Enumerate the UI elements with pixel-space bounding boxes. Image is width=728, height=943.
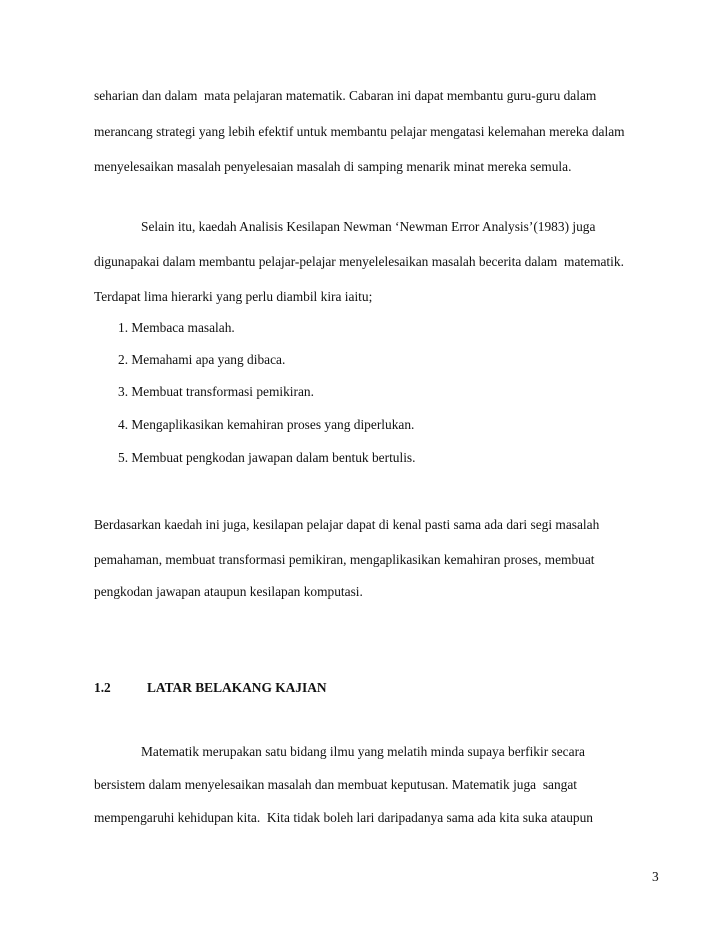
paragraph-1-line-1: seharian dan dalam mata pelajaran matematik. Cabaran ini dapat membantu guru-guru dalam	[94, 88, 597, 103]
paragraph-2-line-3: Terdapat lima hierarki yang perlu diambil kira iaitu;	[94, 289, 373, 304]
paragraph-1-line-2: merancang strategi yang lebih efektif untuk membantu pelajar mengatasi kelemahan mereka dalam	[94, 124, 625, 139]
list-item-5: 5. Membuat pengkodan jawapan dalam bentuk bertulis.	[118, 450, 416, 465]
list-item-2: 2. Memahami apa yang dibaca.	[118, 352, 286, 367]
list-item-1: 1. Membaca masalah.	[118, 320, 235, 335]
paragraph-1-line-3: menyelesaikan masalah penyelesaian masalah di samping menarik minat mereka semula.	[94, 159, 572, 174]
list-item-3: 3. Membuat transformasi pemikiran.	[118, 384, 314, 399]
list-item-4: 4. Mengaplikasikan kemahiran proses yang diperlukan.	[118, 417, 415, 432]
paragraph-3-line-2: pemahaman, membuat transformasi pemikiran, mengaplikasikan kemahiran proses, membuat	[94, 552, 595, 567]
section-number: 1.2	[94, 680, 111, 695]
paragraph-3-line-3: pengkodan jawapan ataupun kesilapan komputasi.	[94, 584, 363, 599]
paragraph-2-line-2: digunapakai dalam membantu pelajar-pelajar menyelelesaikan masalah becerita dalam matematik.	[94, 254, 624, 269]
paragraph-4-line-2: bersistem dalam menyelesaikan masalah dan membuat keputusan. Matematik juga sangat	[94, 777, 578, 792]
section-title: LATAR BELAKANG KAJIAN	[147, 680, 327, 695]
paragraph-2-line-1: Selain itu, kaedah Analisis Kesilapan Newman ‘Newman Error Analysis’(1983) juga	[141, 219, 596, 234]
paragraph-4-line-3: mempengaruhi kehidupan kita. Kita tidak boleh lari daripadanya sama ada kita suka ataupun	[94, 810, 594, 825]
paragraph-4-line-1: Matematik merupakan satu bidang ilmu yang melatih minda supaya berfikir secara	[141, 744, 585, 759]
page-number: 3	[652, 869, 659, 884]
paragraph-3-line-1: Berdasarkan kaedah ini juga, kesilapan pelajar dapat di kenal pasti sama ada dari segi masalah	[94, 517, 600, 532]
